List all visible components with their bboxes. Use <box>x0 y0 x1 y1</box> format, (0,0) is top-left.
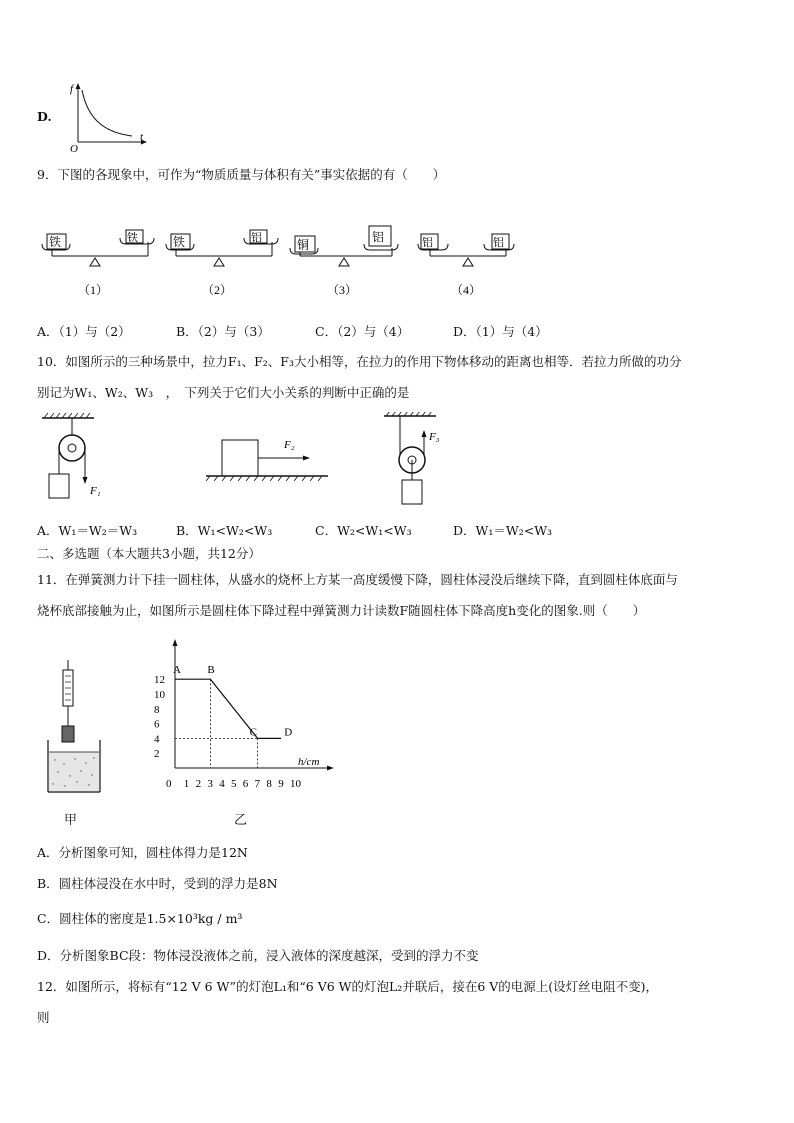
f2-label: F₂ <box>284 439 295 451</box>
scale-1-caption: （1） <box>78 283 109 297</box>
q9-option-c: C．（2）与（4） <box>315 324 410 339</box>
q9-option-d: D．（1）与（4） <box>453 324 548 339</box>
q12-stem-line1: 12．如图所示，将标有“12 V 6 W”的灯泡L₁和“6 V6 W的灯泡L₂并联后，接在6 V的电源上(设灯丝电阻不变)， <box>37 979 659 994</box>
q11-stem-line1: 11．在弹簧测力计下挂一圆柱体，从盛水的烧杯上方某一高度缓慢下降，圆柱体浸没后继续下降，直到圆柱体底面与 <box>37 572 678 587</box>
q9-option-a: A．（1）与（2） <box>37 324 131 339</box>
chart-x-tick-label: 10 <box>290 778 301 790</box>
chart-series-line <box>175 679 281 738</box>
q10-pulley-figure <box>38 412 458 512</box>
q10-option-d: D．W₁＝W₂<W₃ <box>453 523 553 538</box>
q11-fig-left-caption: 甲 <box>64 813 78 828</box>
chart-x-tick-label: 9 <box>278 778 284 790</box>
scale-1-left-block: 铁 <box>49 235 62 249</box>
chart-x-tick-label: 0 <box>166 778 172 790</box>
q8-graph-origin: O <box>70 143 78 152</box>
scale-3-left-block: 铜 <box>297 238 310 252</box>
chart-x-tick-label: 7 <box>254 778 261 790</box>
q11-fig-spring-scale <box>40 660 110 794</box>
q10-stem-line2: 别记为W₁、W₂、W₃ ， 下列关于它们大小关系的判断中正确的是 <box>37 385 410 400</box>
q9-stem: 9．下图的各现象中，可作为“物质质量与体积有关”事实依据的有（ ） <box>37 167 446 182</box>
f3-label: F₃ <box>429 431 440 443</box>
scale-4-right-block: 铝 <box>493 237 504 249</box>
chart-y-tick-label: 12 <box>154 674 165 687</box>
q11-stem-line2: 烧杯底部接触为止，如图所示是圆柱体下降过程中弹簧测力计读数F随圆柱体下降高度h变化的图象.则（ ） <box>37 603 646 618</box>
chart-x-tick-label: 1 <box>183 778 190 790</box>
q8-graph-x-label: t <box>140 131 144 143</box>
chart-x-tick-label: 2 <box>195 778 202 790</box>
section2-title: 二、多选题（本大题共3小题，共12分） <box>37 546 261 561</box>
chart-point-label-a: A <box>173 664 181 677</box>
scale-3-right-block: 铝 <box>372 230 385 244</box>
q10-option-a: A．W₁＝W₂＝W₃ <box>37 523 138 538</box>
chart-x-tick-label: 5 <box>231 778 237 790</box>
balance-scale-1 <box>42 230 154 297</box>
balance-scale-3 <box>290 226 398 297</box>
scale-1-right-block: 铁 <box>127 232 138 244</box>
q10-stem-line1: 10．如图所示的三种场景中，拉力F₁、F₂、F₃大小相等，在拉力的作用下物体移动的距离也相等．若拉力所做的功分 <box>37 354 682 369</box>
chart-y-tick-label: 4 <box>154 733 160 746</box>
q12-stem-line2: 则 <box>37 1010 50 1025</box>
q11-fig-right-caption: 乙 <box>234 813 248 828</box>
chart-y-tick-label: 8 <box>154 703 160 716</box>
chart-y-tick-label: 10 <box>154 689 165 701</box>
chart-x-tick-label: 6 <box>242 778 249 790</box>
q8-graph-y-label: f <box>70 83 74 95</box>
q10-option-c: C．W₂<W₁<W₃ <box>315 523 412 538</box>
q11-fh-chart <box>150 635 340 795</box>
chart-point-label-c: C <box>249 726 257 739</box>
chart-y-axis-arrow <box>173 639 178 646</box>
scale-2-left-block: 铁 <box>173 235 186 249</box>
q8-option-d-label: D. <box>37 109 52 124</box>
q11-option-b: B．圆柱体浸没在水中时，受到的浮力是8N <box>37 876 278 891</box>
q9-option-b: B．（2）与（3） <box>176 324 270 339</box>
q11-option-d: D．分析图象BC段：物体浸没液体之前，浸入液体的深度越深，受到的浮力不变 <box>37 948 479 963</box>
balance-scale-4 <box>418 234 514 297</box>
q8-option-d-graph <box>60 80 150 152</box>
scale-2-right-block: 铝 <box>251 232 262 244</box>
chart-y-tick-label: 6 <box>154 718 160 731</box>
f1-label: F₁ <box>90 485 101 497</box>
scale-4-left-block: 铝 <box>422 237 433 249</box>
q9-balance-figure <box>38 222 518 300</box>
chart-x-axis-arrow <box>327 766 334 771</box>
block-on-ground-scene <box>206 439 328 481</box>
q11-option-c: C．圆柱体的密度是1.5×10³kg / m³ <box>37 911 243 926</box>
movable-pulley-scene <box>384 412 440 504</box>
chart-y-tick-label: 2 <box>154 748 160 761</box>
balance-scale-2 <box>166 230 278 297</box>
q11-option-a: A．分析图象可知，圆柱体得力是12N <box>37 845 248 860</box>
chart-point-label-b: B <box>207 664 215 677</box>
scale-2-caption: （2） <box>202 283 233 297</box>
fixed-pulley-scene <box>42 413 101 498</box>
q10-option-b: B．W₁<W₂<W₃ <box>176 523 273 538</box>
chart-x-axis-label: h/cm <box>298 756 320 768</box>
chart-x-tick-label: 4 <box>219 778 225 790</box>
chart-x-tick-label: 8 <box>266 778 272 790</box>
scale-3-caption: （3） <box>327 283 358 297</box>
chart-x-tick-label: 3 <box>207 778 213 790</box>
scale-4-caption: （4） <box>451 283 482 297</box>
chart-point-label-d: D <box>284 726 293 739</box>
